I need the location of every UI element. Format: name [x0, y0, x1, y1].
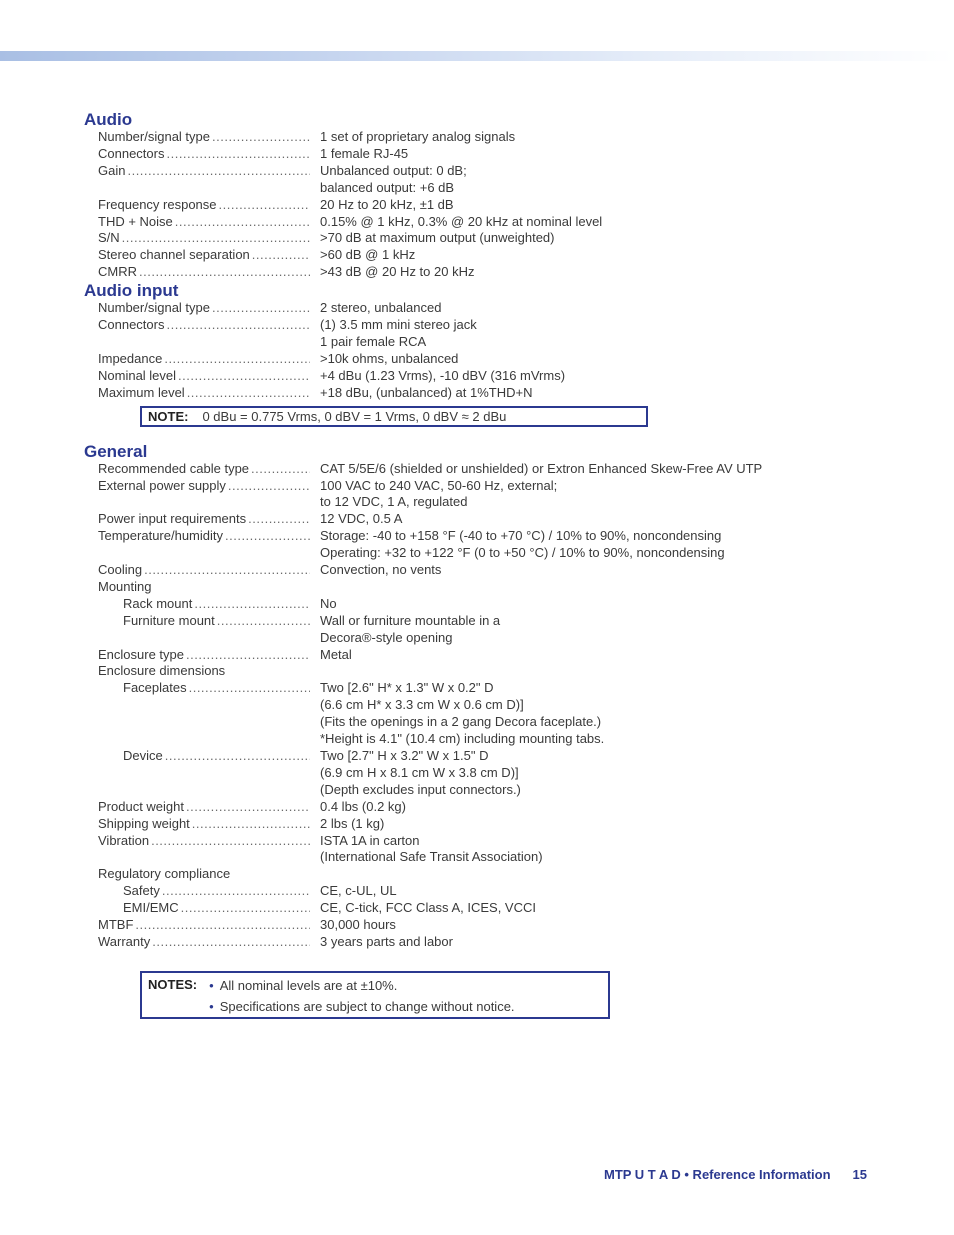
- spec-row: [84, 596, 924, 613]
- spec-row: [84, 494, 924, 511]
- spec-row: [84, 917, 924, 934]
- spec-label: [98, 849, 310, 866]
- spec-value: Unbalanced output: 0 dB;: [320, 162, 467, 178]
- dot-leader: [186, 799, 310, 816]
- spec-label: [123, 680, 310, 697]
- footer-doc-title: MTP U T A D • Reference Information: [603, 1167, 831, 1182]
- section-heading: General: [84, 441, 148, 461]
- spec-label: [98, 264, 310, 281]
- spec-value: 3 years parts and labor: [320, 933, 453, 949]
- dot-leader: [228, 478, 310, 495]
- spec-value: Decora®-style opening: [320, 629, 453, 645]
- spec-value: 12 VDC, 0.5 A: [320, 511, 403, 527]
- spec-label-text: Enclosure dimensions: [98, 663, 226, 679]
- spec-row: [84, 765, 924, 782]
- section-heading: Audio input: [84, 281, 179, 301]
- spec-value: Storage: -40 to +158 °F (-40 to +70 °C) / 10% to 90%, noncondensing: [320, 528, 722, 544]
- spec-label-text: EMI/EMC: [123, 900, 179, 916]
- spec-label: [98, 511, 310, 528]
- spec-value: CE, c-UL, UL: [320, 883, 397, 899]
- spec-row: [84, 247, 924, 264]
- spec-label-text: Temperature/humidity: [98, 528, 223, 544]
- spec-label-text: Nominal level: [98, 367, 177, 383]
- spec-label-text: Enclosure type: [98, 646, 184, 662]
- spec-label: [98, 197, 310, 214]
- spec-label-text: Product weight: [98, 798, 184, 814]
- dot-leader: [127, 163, 310, 180]
- spec-value: (Depth excludes input connectors.): [320, 781, 521, 797]
- dot-leader: [139, 264, 310, 281]
- spec-label-text: Furniture mount: [123, 612, 215, 628]
- spec-value: *Height is 4.1" (10.4 cm) including mounting tabs.: [320, 731, 605, 747]
- spec-value: CAT 5/5E/6 (shielded or unshielded) or Extron Enhanced Skew-Free AV UTP: [320, 460, 763, 476]
- spec-list: [84, 129, 924, 281]
- bullet-icon: •: [209, 977, 214, 993]
- spec-value: Metal: [320, 646, 352, 662]
- dot-leader: [189, 680, 310, 697]
- spec-row: [84, 180, 924, 197]
- spec-label: [98, 494, 310, 511]
- dot-leader: [166, 146, 310, 163]
- spec-row: [84, 579, 924, 596]
- note-title: NOTE:: [148, 408, 189, 424]
- spec-label: [98, 697, 310, 714]
- spec-label: [98, 368, 310, 385]
- dot-leader: [192, 816, 310, 833]
- dot-leader: [252, 247, 310, 264]
- spec-value: 20 Hz to 20 kHz, ±1 dB: [320, 196, 454, 212]
- spec-label-text: CMRR: [98, 264, 137, 280]
- spec-value: to 12 VDC, 1 A, regulated: [320, 494, 468, 510]
- spec-value: (1) 3.5 mm mini stereo jack: [320, 317, 477, 333]
- spec-row: [84, 334, 924, 351]
- spec-value: 1 set of proprietary analog signals: [320, 129, 516, 144]
- spec-value: >70 dB at maximum output (unweighted): [320, 230, 555, 246]
- spec-value: balanced output: +6 dB: [320, 179, 455, 195]
- bullet-icon: •: [209, 998, 214, 1014]
- spec-value: +4 dBu (1.23 Vrms), -10 dBV (316 mVrms): [320, 367, 566, 383]
- spec-label-text: Gain: [98, 162, 126, 178]
- dot-leader: [144, 562, 310, 579]
- spec-label: [98, 300, 310, 317]
- spec-label-text: Cooling: [98, 562, 143, 578]
- spec-label-text: Power input requirements: [98, 511, 247, 527]
- spec-label: [98, 782, 310, 799]
- spec-row: [84, 300, 924, 317]
- spec-value: >60 dB @ 1 kHz: [320, 247, 416, 263]
- dot-leader: [175, 214, 310, 231]
- spec-value: Operating: +32 to +122 °F (0 to +50 °C) / 10% to 90%, noncondensing: [320, 545, 725, 561]
- notes-item-text: All nominal levels are at ±10%.: [219, 977, 398, 993]
- dot-leader: [178, 368, 310, 385]
- spec-row: [84, 146, 924, 163]
- notes-title: NOTES:: [148, 976, 198, 992]
- notes-box: [140, 971, 610, 1019]
- spec-value: (6.9 cm H x 8.1 cm W x 3.8 cm D)]: [320, 764, 519, 780]
- spec-label-text: Regulatory compliance: [98, 866, 231, 882]
- spec-value: (6.6 cm H* x 3.3 cm W x 0.6 cm D)]: [320, 697, 524, 713]
- spec-row: [84, 663, 924, 680]
- spec-label: [98, 917, 310, 934]
- spec-row: [84, 230, 924, 247]
- spec-label: [98, 934, 310, 951]
- spec-value: Two [2.6" H* x 1.3" W x 0.2" D: [320, 680, 494, 696]
- spec-row: [84, 214, 924, 231]
- spec-value: No: [320, 595, 337, 611]
- spec-label-text: Maximum level: [98, 384, 185, 400]
- spec-label-text: Shipping weight: [98, 815, 190, 831]
- spec-label: [98, 317, 310, 334]
- spec-label-text: Device: [123, 748, 163, 763]
- spec-value: [320, 579, 924, 596]
- notes-list: [209, 977, 514, 1013]
- spec-label-text: Recommended cable type: [98, 460, 250, 476]
- spec-row: [84, 129, 924, 146]
- spec-label: [123, 883, 310, 900]
- spec-row: [84, 866, 924, 883]
- spec-label: [98, 866, 310, 883]
- spec-row: [84, 731, 924, 748]
- spec-label: [98, 816, 310, 833]
- spec-label: [98, 247, 310, 264]
- spec-label: [98, 647, 310, 664]
- spec-row: [84, 351, 924, 368]
- spec-value: ISTA 1A in carton: [320, 832, 420, 848]
- spec-row: [84, 368, 924, 385]
- spec-label: [98, 180, 310, 197]
- spec-row: [84, 562, 924, 579]
- dot-leader: [187, 385, 310, 402]
- spec-label-text: THD + Noise: [98, 213, 173, 229]
- spec-label: [98, 214, 310, 231]
- spec-label-text: Connectors: [98, 145, 165, 161]
- spec-label: [98, 731, 310, 748]
- spec-list: [84, 300, 924, 401]
- spec-value: >10k ohms, unbalanced: [320, 350, 459, 366]
- spec-row: [84, 782, 924, 799]
- spec-value: Wall or furniture mountable in a: [320, 612, 501, 628]
- spec-value: CE, C-tick, FCC Class A, ICES, VCCI: [320, 900, 536, 916]
- notes-item: [209, 995, 514, 1019]
- spec-list: [84, 461, 924, 951]
- spec-value: 100 VAC to 240 VAC, 50-60 Hz, external;: [320, 477, 558, 493]
- spec-row: [84, 461, 924, 478]
- dot-leader: [165, 748, 310, 765]
- spec-label: [98, 714, 310, 731]
- spec-label: [123, 900, 310, 917]
- spec-label-text: Number/signal type: [98, 129, 210, 144]
- spec-label-text: Number/signal type: [98, 300, 210, 316]
- dot-leader: [219, 197, 310, 214]
- spec-row: [84, 163, 924, 180]
- dot-leader: [135, 917, 310, 934]
- dot-leader: [212, 300, 310, 317]
- spec-label: [98, 385, 310, 402]
- spec-label: [98, 163, 310, 180]
- dot-leader: [217, 613, 310, 630]
- section-heading: Audio: [84, 110, 133, 129]
- spec-value: (Fits the openings in a 2 gang Decora faceplate.): [320, 714, 602, 730]
- spec-label-text: MTBF: [98, 917, 134, 933]
- spec-row: [84, 511, 924, 528]
- spec-label-text: Stereo channel separation: [98, 247, 250, 263]
- spec-label: [98, 579, 310, 596]
- spec-row: [84, 264, 924, 281]
- spec-row: [84, 647, 924, 664]
- spec-row: [84, 714, 924, 731]
- spec-row: [84, 883, 924, 900]
- note-box: [140, 406, 648, 427]
- spec-label-text: S/N: [98, 230, 120, 246]
- spec-value: 2 stereo, unbalanced: [320, 300, 442, 316]
- spec-label: [123, 748, 310, 765]
- spec-row: [84, 697, 924, 714]
- spec-row: [84, 680, 924, 697]
- spec-row: [84, 528, 924, 545]
- spec-label: [98, 129, 310, 146]
- spec-label-text: External power supply: [98, 477, 226, 493]
- spec-label-text: Rack mount: [123, 595, 193, 611]
- spec-value: >43 dB @ 20 Hz to 20 kHz: [320, 264, 475, 280]
- spec-label-text: Safety: [123, 883, 160, 899]
- spec-label: [123, 613, 310, 630]
- spec-value: (International Safe Transit Association): [320, 849, 543, 865]
- spec-label: [98, 833, 310, 850]
- spec-label-text: Impedance: [98, 350, 163, 366]
- spec-value: [320, 663, 924, 680]
- spec-row: [84, 833, 924, 850]
- spec-label: [123, 596, 310, 613]
- spec-value: [320, 866, 924, 883]
- spec-label-text: Vibration: [98, 832, 150, 848]
- spec-label: [98, 765, 310, 782]
- page-footer: [604, 1167, 867, 1182]
- spec-row: [84, 613, 924, 630]
- spec-row: [84, 799, 924, 816]
- spec-value: 0.15% @ 1 kHz, 0.3% @ 20 kHz at nominal level: [320, 213, 603, 229]
- spec-label: [98, 799, 310, 816]
- spec-row: [84, 317, 924, 334]
- spec-row: [84, 630, 924, 647]
- spec-row: [84, 900, 924, 917]
- dot-leader: [152, 934, 310, 951]
- spec-row: [84, 934, 924, 951]
- dot-leader: [122, 230, 310, 247]
- spec-label: [98, 562, 310, 579]
- spec-label-text: Frequency response: [98, 196, 217, 212]
- spec-label-text: Faceplates: [123, 680, 187, 696]
- dot-leader: [164, 351, 310, 368]
- spec-value: +18 dBu, (unbalanced) at 1%THD+N: [320, 384, 533, 400]
- dot-leader: [162, 883, 310, 900]
- spec-value: 2 lbs (1 kg): [320, 815, 385, 831]
- dot-leader: [212, 129, 310, 146]
- spec-row: [84, 816, 924, 833]
- dot-leader: [248, 511, 310, 528]
- note-text: 0 dBu = 0.775 Vrms, 0 dBV = 1 Vrms, 0 dBV ≈ 2 dBu: [202, 408, 507, 424]
- spec-label: [98, 230, 310, 247]
- dot-leader: [166, 317, 310, 334]
- spec-value: 1 pair female RCA: [320, 333, 427, 349]
- spec-label: [98, 528, 310, 545]
- spec-content: [84, 110, 924, 1019]
- spec-label-text: Mounting: [98, 578, 152, 594]
- spec-value: Convection, no vents: [320, 562, 442, 578]
- spec-label: [98, 545, 310, 562]
- dot-leader: [181, 900, 310, 917]
- spec-label: [98, 478, 310, 495]
- spec-row: [84, 197, 924, 214]
- dot-leader: [151, 833, 310, 850]
- dot-leader: [194, 596, 310, 613]
- spec-label: [98, 146, 310, 163]
- notes-item-text: Specifications are subject to change without notice.: [219, 998, 515, 1014]
- dot-leader: [186, 647, 310, 664]
- dot-leader: [251, 461, 310, 478]
- spec-label: [98, 334, 310, 351]
- spec-value: 30,000 hours: [320, 917, 396, 933]
- spec-row: [84, 545, 924, 562]
- spec-value: Two [2.7" H x 3.2" W x 1.5" D: [320, 748, 489, 763]
- spec-label-text: Connectors: [98, 317, 165, 333]
- spec-value: 0.4 lbs (0.2 kg): [320, 798, 406, 814]
- spec-label: [98, 461, 310, 478]
- spec-label: [98, 351, 310, 368]
- spec-row: [84, 385, 924, 402]
- header-gradient-bar: [0, 51, 954, 61]
- spec-row: [84, 849, 924, 866]
- spec-label-text: Warranty: [98, 933, 151, 949]
- spec-row: [84, 748, 924, 765]
- spec-label: [98, 630, 310, 647]
- spec-row: [84, 478, 924, 495]
- page-number: 15: [852, 1167, 867, 1182]
- spec-label: [98, 663, 310, 680]
- dot-leader: [225, 528, 310, 545]
- spec-value: 1 female RJ-45: [320, 145, 409, 161]
